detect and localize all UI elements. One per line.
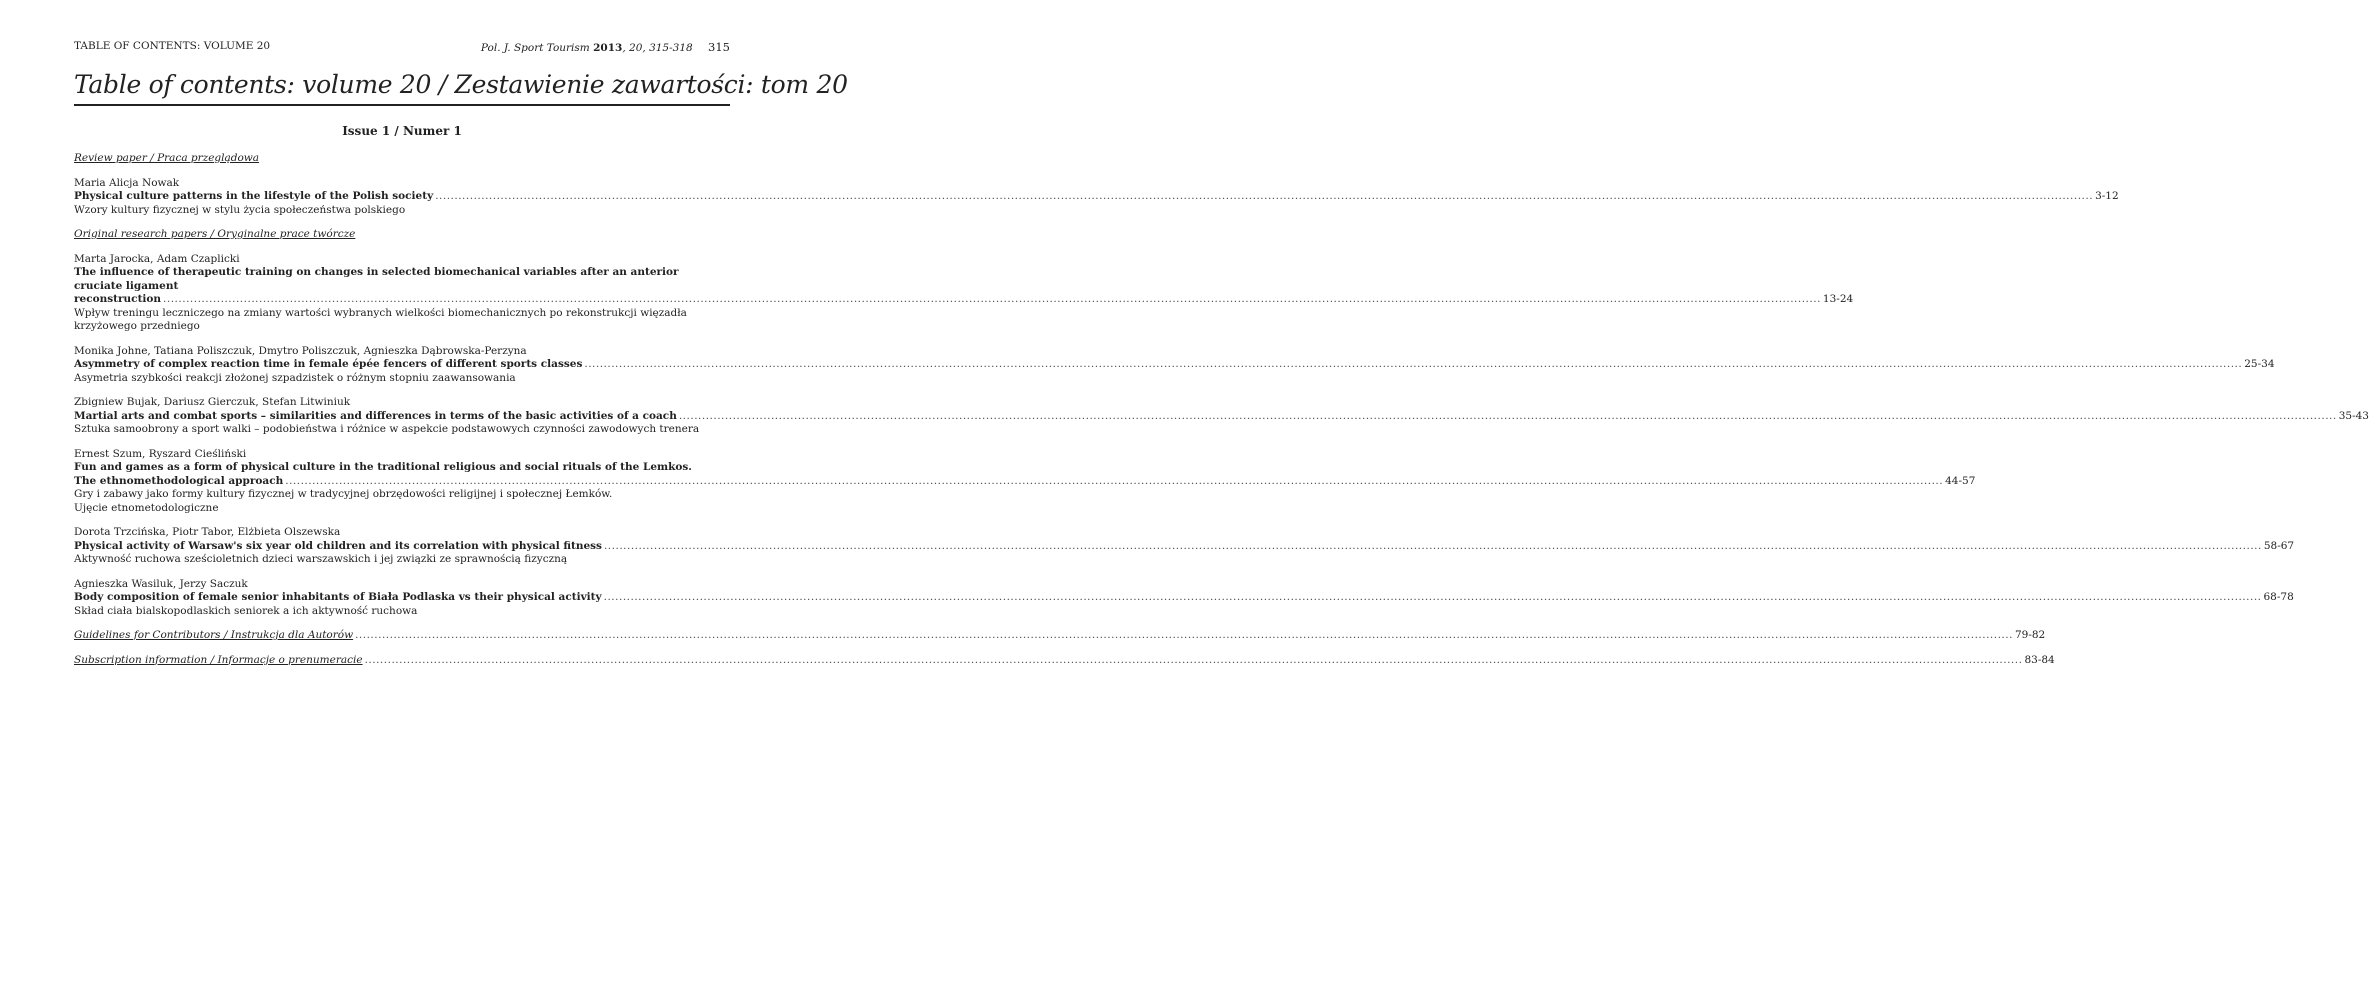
- entry-title: Physical activity of Warsaw's six year old children and its correlation with physical fitness: [74, 539, 602, 552]
- entry-title-pl: Gry i zabawy jako formy kultury fizycznej w tradycyjnej obrzędowości religijnej i społecznej Łemków.: [74, 488, 613, 500]
- page-title: Table of contents: volume 20 / Zestawienie zawartości: tom 20: [74, 70, 848, 99]
- entry-title-line[interactable]: [74, 539, 2295, 554]
- toc-entry: [74, 447, 1976, 516]
- entry-pages: 25-34: [2244, 358, 2275, 370]
- entry-title-cont: The ethnomethodological approach: [74, 474, 284, 487]
- dot-leader: [604, 591, 2262, 605]
- entry-title: Fun and games as a form of physical culture in the traditional religious and social rituals of the Lemkos.: [74, 461, 692, 473]
- entry-title-line[interactable]: [74, 190, 2119, 204]
- entry-title-pl: Asymetria szybkości reakcji złożonej szpadzistek o różnym stopniu zaawansowania: [74, 371, 516, 384]
- entry-pages: 13-24: [1822, 293, 1854, 305]
- entry-title: Physical culture patterns in the lifestyle of the Polish society: [74, 190, 434, 202]
- header-year: 2013: [593, 42, 623, 54]
- toc-entry: [74, 396, 2369, 437]
- dot-leader: [163, 293, 1821, 307]
- entry-authors: Monika Johne, Tatiana Poliszczuk, Dmytro Poliszczuk, Agnieszka Dąbrowska-Perzyna: [74, 344, 527, 357]
- header-volume-pages: 20, 315-318: [629, 42, 693, 54]
- toc-content: [74, 152, 2369, 667]
- subscription-label: Subscription information / Informacje o prenumeracie: [74, 653, 363, 666]
- toc-entry: [74, 344, 2275, 386]
- entry-authors: Zbigniew Bujak, Dariusz Gierczuk, Stefan Litwiniuk: [74, 396, 351, 408]
- title-rule: [74, 104, 730, 106]
- entry-pages: 44-57: [1945, 474, 1976, 487]
- guidelines-pages: 79-82: [2014, 629, 2046, 641]
- entry-pages: 58-67: [2263, 539, 2295, 552]
- entry-title: Martial arts and combat sports – similarities and differences in terms of the basic activities of a coach: [74, 409, 677, 422]
- dot-leader: [435, 190, 2093, 204]
- subscription-pages: 83-84: [2024, 653, 2055, 666]
- entry-title-cont: reconstruction: [74, 293, 162, 305]
- entry-title-pl: Skład ciała bialskopodlaskich seniorek a ich aktywność ruchowa: [74, 604, 418, 617]
- entry-title-pl: Wpływ treningu leczniczego na zmiany wartości wybranych wielkości biomechanicznych po rekonstrukcji więzadła: [74, 306, 687, 319]
- dot-leader: [679, 410, 2337, 424]
- entry-title-line[interactable]: [74, 409, 2369, 424]
- entry-authors: Maria Alicja Nowak: [74, 176, 180, 189]
- toc-entry: [74, 176, 2119, 218]
- toc-entry: [74, 526, 2295, 567]
- entry-title-line[interactable]: [74, 358, 2275, 372]
- dot-leader: [355, 629, 2013, 643]
- header-section-title: TABLE OF CONTENTS: VOLUME 20: [74, 40, 271, 52]
- entry-title-pl: Aktywność ruchowa sześcioletnich dzieci warszawskich i jej związki ze sprawnością fizyczną: [74, 553, 568, 565]
- dot-leader: [604, 540, 2262, 554]
- entry-title: Body composition of female senior inhabitants of Biała Podlaska vs their physical activity: [74, 591, 602, 603]
- toc-entry: [74, 252, 1854, 334]
- guidelines-label: Guidelines for Contributors / Instrukcja dla Autorów: [74, 629, 354, 641]
- section-heading-review: Review paper / Praca przeglądowa: [74, 152, 260, 164]
- entry-title-pl-cont: krzyżowego przedniego: [74, 320, 200, 332]
- entry-authors: Agnieszka Wasiluk, Jerzy Saczuk: [74, 577, 248, 590]
- entry-title-line[interactable]: [74, 474, 1976, 489]
- dot-leader: [584, 358, 2242, 372]
- entry-pages: 3-12: [2095, 190, 2119, 202]
- header-journal: Pol. J. Sport Tourism: [480, 42, 590, 54]
- dot-leader: [285, 475, 1943, 489]
- entry-title-pl: Wzory kultury fizycznej w stylu życia społeczeństwa polskiego: [74, 203, 406, 216]
- entry-title: The influence of therapeutic training on changes in selected biomechanical variables after an anterior cruciate ligament: [74, 266, 679, 292]
- entry-title-line[interactable]: [74, 293, 1854, 307]
- issue-heading: Issue 1 / Numer 1: [342, 124, 462, 138]
- entry-title: Asymmetry of complex reaction time in female épée fencers of different sports classes: [74, 358, 583, 370]
- subscription-link[interactable]: [74, 653, 2055, 668]
- section-heading-original: Original research papers / Oryginalne prace twórcze: [74, 228, 356, 240]
- toc-entry: [74, 577, 2294, 619]
- entry-pages: 35-43: [2338, 409, 2369, 422]
- entry-authors: Dorota Trzcińska, Piotr Tabor, Elżbieta Olszewska: [74, 526, 341, 538]
- entry-authors: Ernest Szum, Ryszard Cieśliński: [74, 447, 247, 460]
- guidelines-link[interactable]: [74, 629, 2046, 643]
- running-header: [74, 40, 730, 56]
- entry-title-pl: Sztuka samoobrony a sport walki – podobieństwa i różnice w aspekcie podstawowych czynności zawodowych trenera: [74, 423, 700, 435]
- entry-title-pl-cont: Ujęcie etnometodologiczne: [74, 501, 219, 514]
- page-number: 315: [708, 40, 730, 54]
- header-citation: Pol. J. Sport Tourism 2013, 20, 315-318 315: [480, 40, 730, 54]
- entry-pages: 68-78: [2263, 591, 2294, 603]
- entry-title-line[interactable]: [74, 591, 2294, 605]
- dot-leader: [365, 654, 2023, 668]
- entry-authors: Marta Jarocka, Adam Czaplicki: [74, 252, 240, 265]
